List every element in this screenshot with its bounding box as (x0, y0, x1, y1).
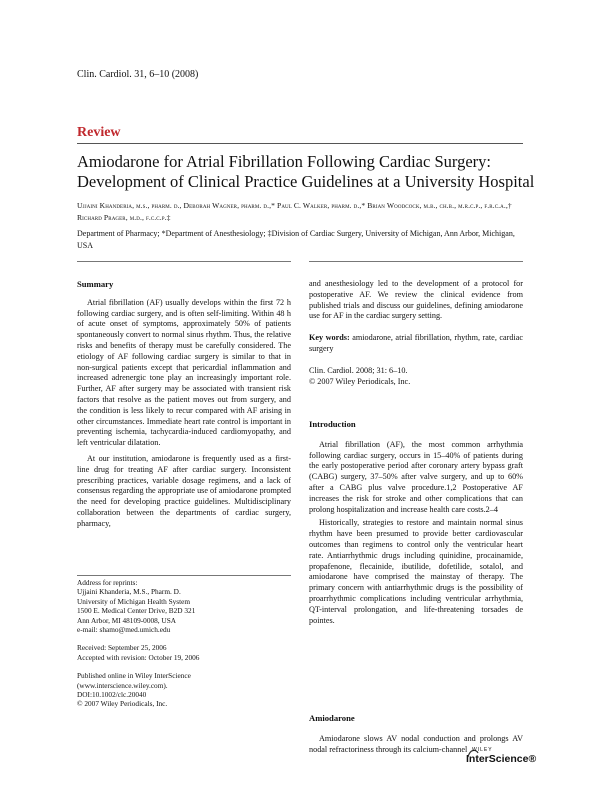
journal-citation: Clin. Cardiol. 31, 6–10 (2008) (77, 69, 199, 80)
correspondence-footnote (77, 578, 291, 709)
footnote-line: Ann Arbor, MI 48109-0008, USA (77, 615, 177, 625)
amiodarone-heading: Amiodarone (309, 713, 355, 723)
keywords-text: amiodarone, atrial fibrillation, rhythm, rate, cardiac surgery (309, 333, 524, 353)
accepted-date: Accepted with revision: October 19, 2006 (77, 652, 200, 662)
summary-paragraph-1: Atrial fibrillation (AF) usually develops within the first 72 h following cardiac surgery, and is often self-limiting. Within 48 h of acute onset of symptoms, approximately 50% of patients spontaneously convert to normal sinus rhythm. Thus, the relative risks and benefits of therapy must be carefully considered. The etiology of AF following cardiac surgery is similar to that in non-surgical patients except that pericardial inflammation and increased adrenergic tone play an increasingly important role. Further, AF after surgery may be associated with transient risk factors that resolve as the patient moves out from surgery, and the condition is less likely to recur compared with AF arising in other circumstances. Immediate heart rate control is important in preventing ischemia, tachycardia-induced cardiomyopathy, and left ventricular dilatation. (77, 297, 291, 448)
summary-paragraph-2: At our institution, amiodarone is frequently used as a first-line drug for treating AF after cardiac surgery. Inconsistent prescribing practices, variable dosage regimens, and a lack of consensus regarding the appropriate use of amiodarone prompted the need for developing practice guidelines. Multidisciplinary collaboration between the departments of cardiac surgery, pharmacy, (77, 453, 291, 528)
publication-line: (www.interscience.wiley.com). (77, 680, 168, 690)
footnote-line: 1500 E. Medical Center Drive, B2D 321 (77, 606, 196, 616)
citation-line: Clin. Cardiol. 2008; 31: 6–10. (309, 365, 408, 375)
summary-heading: Summary (77, 279, 114, 289)
keywords (309, 333, 523, 355)
footnote-copyright: © 2007 Wiley Periodicals, Inc. (77, 699, 168, 709)
keywords-label: Key words: (309, 333, 350, 343)
introduction-heading: Introduction (309, 419, 356, 429)
section-label: Review (77, 125, 121, 140)
footnote-line: Address for reprints: (77, 578, 138, 587)
received-date: Received: September 25, 2006 (77, 643, 167, 653)
doi: DOI:10.1002/clc.20040 (77, 690, 147, 700)
introduction-section (309, 419, 523, 626)
footnote-line: University of Michigan Health System (77, 596, 191, 606)
introduction-paragraph-2: Historically, strategies to restore and maintain normal sinus rhythm have been presumed to provide better cardiovascular outcomes than regimens to control only the ventricular heart rate. Antiarrhythmic drugs including quinidine, procainamide, propafenone, flecainide, ibutilide, dofetilide, sotalol, and amiodarone have comprised the mainstay of therapy. The primary concern with antiarrhythmic drugs is the possibility of proarrhythmic complications including ventricular arrhythmia, QT-interval prolongation, and life-threatening torsades de pointes. (309, 518, 523, 625)
affiliations: Department of Pharmacy; *Department of Anesthesiology; ‡Division of Cardiac Surgery, University of Michigan, Ann Arbor, Michigan, USA (77, 229, 515, 250)
summary-paragraph-2-continued: and anesthesiology led to the development of a protocol for postoperative AF. We review the clinical evidence from published trials and discuss our guidelines, defining amiodarone use for AF in the cardiac surgery setting. (309, 279, 523, 321)
header-rule (77, 143, 523, 144)
summary-section (77, 279, 291, 530)
logo-small-text: WILEY (472, 747, 493, 753)
logo-brand-text: InterScience® (466, 753, 537, 765)
footnote-email: e-mail: shamo@med.umich.edu (77, 625, 171, 635)
left-column-rule (77, 261, 291, 262)
wiley-interscience-logo (466, 747, 536, 769)
footnote-rule (77, 575, 291, 576)
author-list: Ujjaini Khanderia, m.s., pharm. d., Deborah Wagner, pharm. d.,* Paul C. Walker, pharm. d.,* Brian Woodcock, m.b., ch.b., m.r.c.p., f.r.c.a.,† Richard Prager, m.d., f.c.c.p.‡ (77, 201, 512, 222)
summary-continuation (309, 279, 523, 387)
introduction-paragraph-1: Atrial fibrillation (AF), the most common arrhythmia following cardiac surgery, occurs in 15–40% of patients during the early postoperative period after coronary artery bypass graft (CABG) surgery, 37–50% after valve surgery, and up to 60% after a CABG plus valve procedure.1,2 Postoperative AF increases the risk for stroke and other complications that can prolong hospitalization and increase health care costs.2–4 (309, 439, 523, 514)
amiodarone-paragraph-1: Amiodarone slows AV nodal conduction and prolongs AV nodal refractoriness through its calcium-channel (309, 733, 523, 754)
footnote-line: Ujjaini Khanderia, M.S., Pharm. D. (77, 587, 181, 597)
right-column-rule (309, 261, 523, 262)
copyright-line: © 2007 Wiley Periodicals, Inc. (309, 376, 411, 386)
article-title: Amiodarone for Atrial Fibrillation Following Cardiac Surgery: Development of Clinical Practice Guidelines at a University Hospital (77, 152, 535, 191)
publication-line: Published online in Wiley InterScience (77, 671, 191, 681)
